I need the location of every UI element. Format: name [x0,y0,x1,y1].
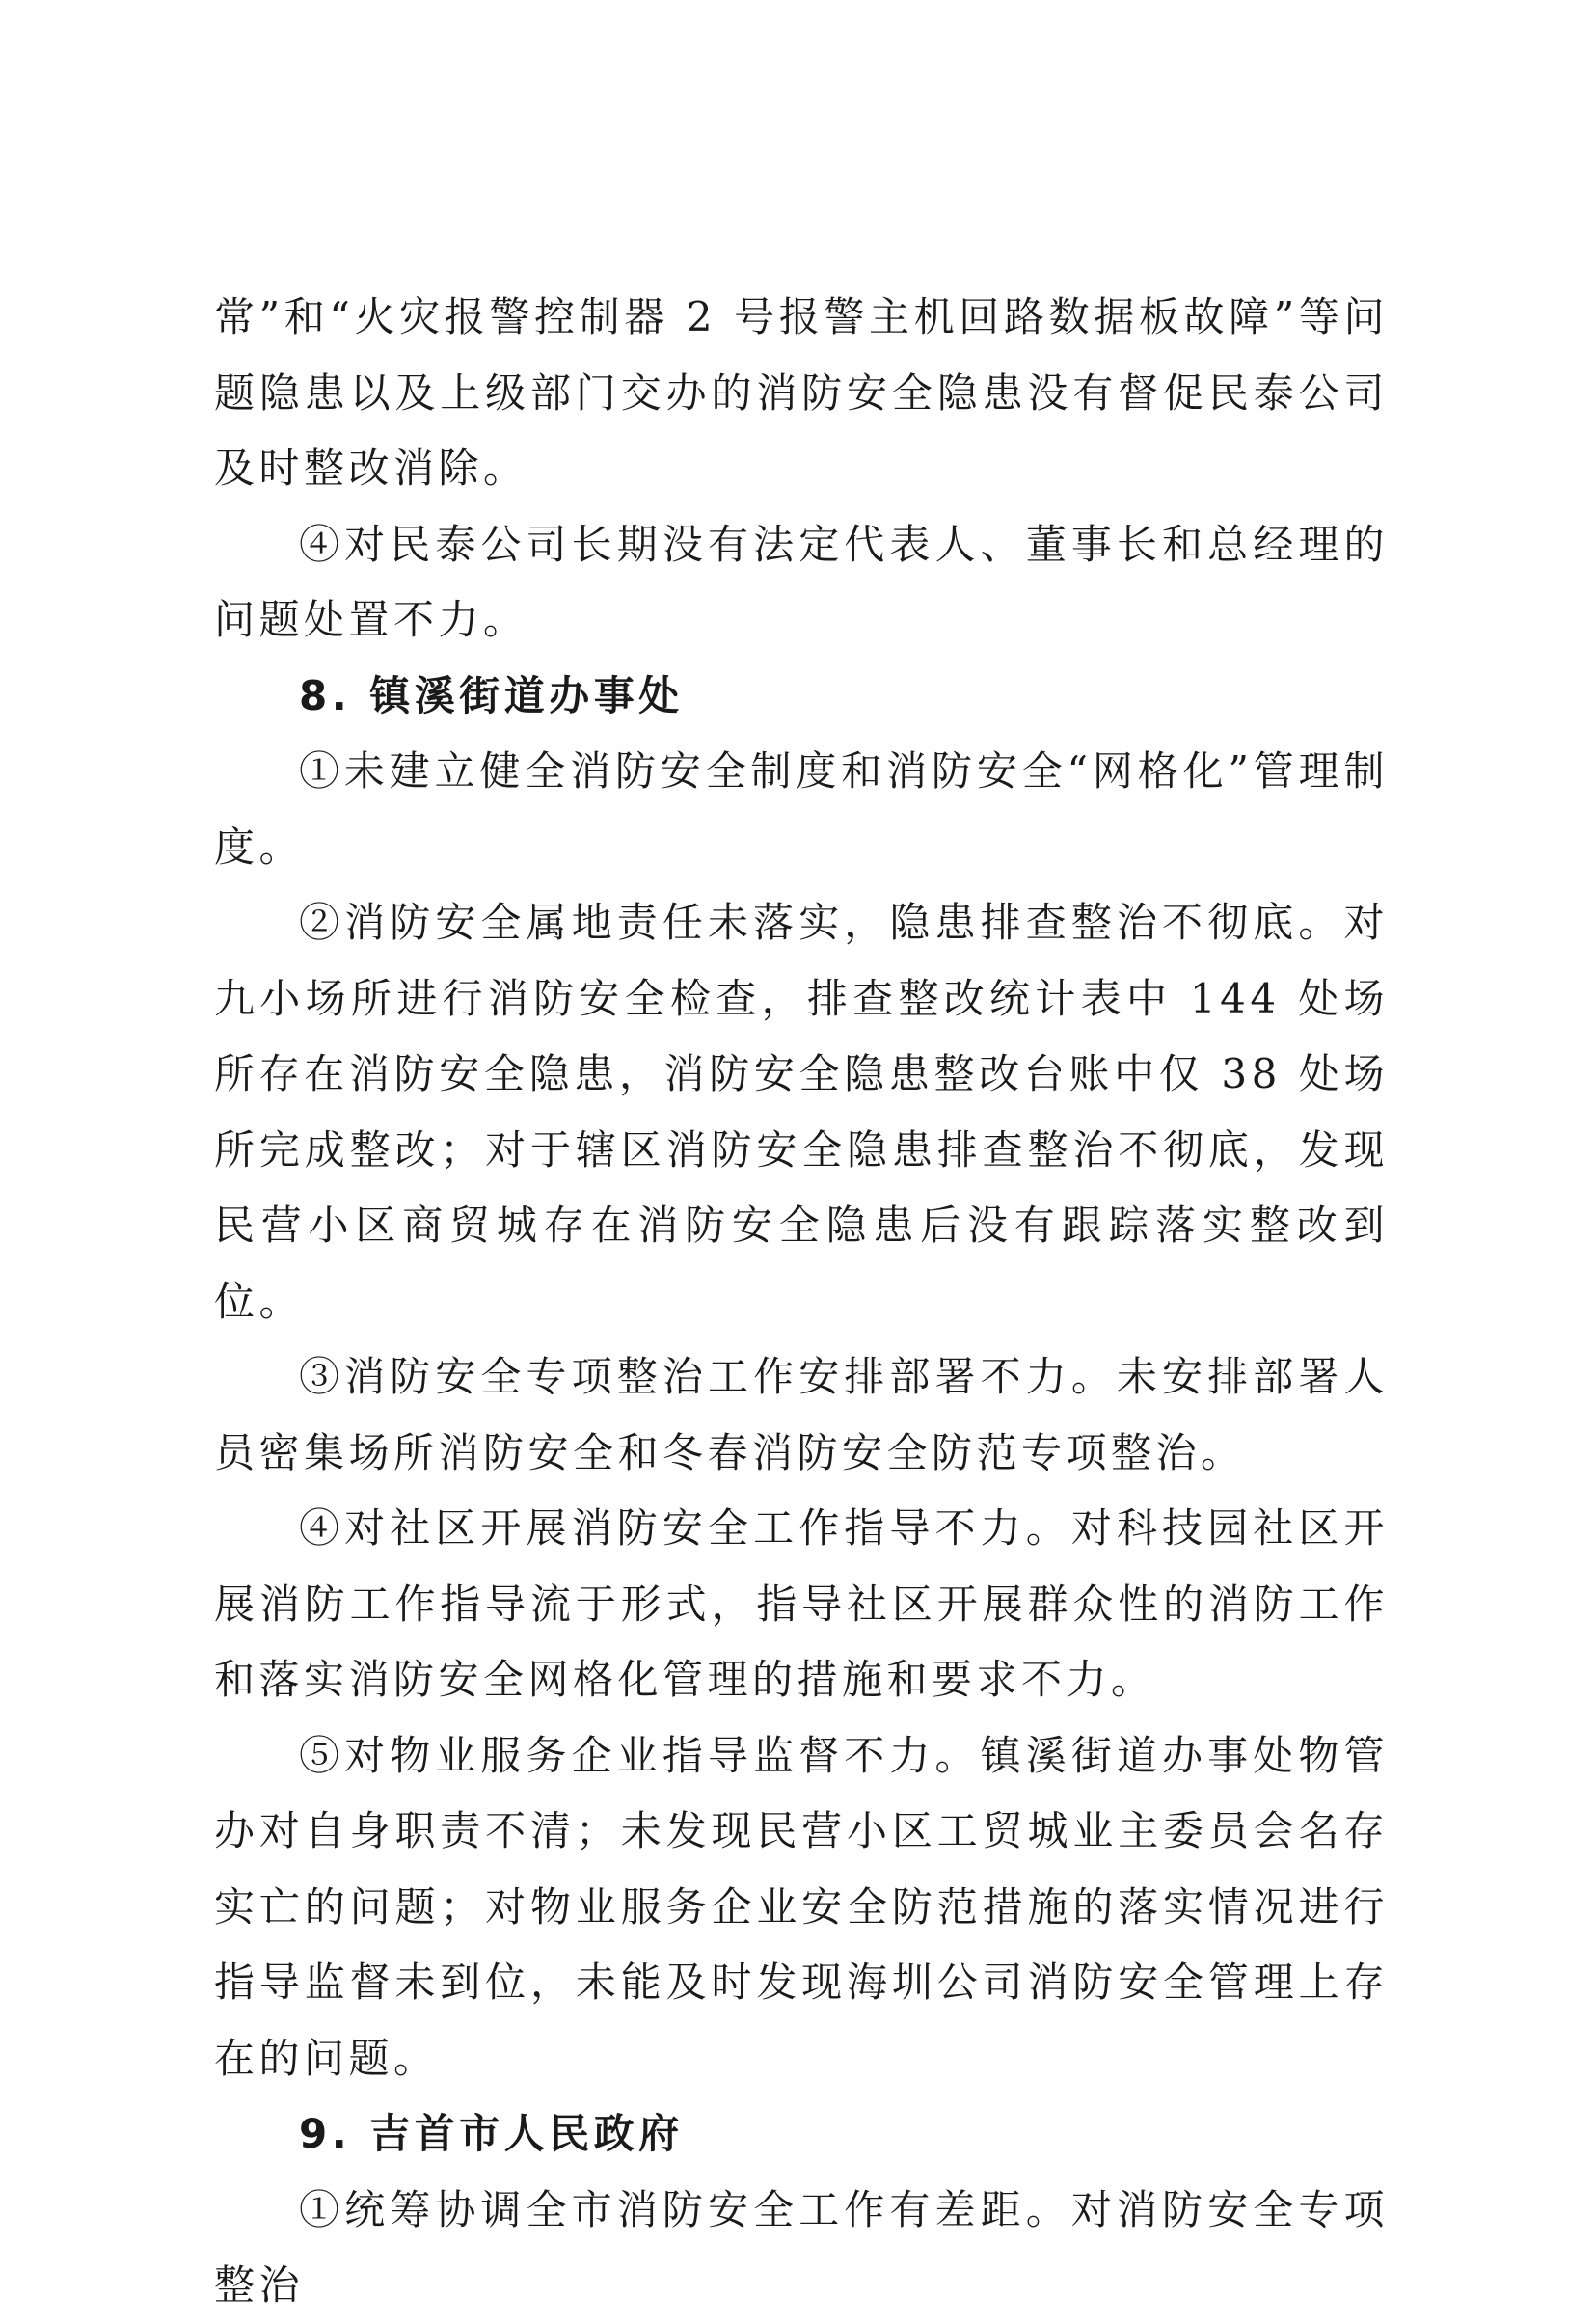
section-heading: 9. 吉首市人民政府 [299,2110,684,2157]
paragraph: ④对民泰公司长期没有法定代表人、董事长和总经理的问题处置不力。 [214,520,1389,643]
paragraph-continuation: 常”和“火灾报警控制器 2 号报警主机回路数据板故障”等问题隐患以及上级部门交办的消防安全隐患没有督促民泰公司及时整改消除。 [214,293,1389,492]
section-heading: 8. 镇溪街道办事处 [299,671,684,719]
paragraph: ①统筹协调全市消防安全工作有差距。对消防安全专项整治 [214,2185,1389,2309]
document-body [214,280,1389,2324]
paragraph: ③消防安全专项整治工作安排部署不力。未安排部署人员密集场所消防安全和冬春消防安全防范专项整治。 [214,1353,1389,1476]
paragraph: ①未建立健全消防安全制度和消防安全“网格化”管理制度。 [214,747,1389,871]
paragraph: ⑤对物业服务企业指导监督不力。镇溪街道办事处物管办对自身职责不清；未发现民营小区工贸城业主委员会名存实亡的问题；对物业服务企业安全防范措施的落实情况进行指导监督未到位，未能及时发现海圳公司消防安全管理上存在的问题。 [214,1731,1389,2082]
paragraph: ④对社区开展消防安全工作指导不力。对科技园社区开展消防工作指导流于形式，指导社区开展群众性的消防工作和落实消防安全网格化管理的措施和要求不力。 [214,1504,1389,1703]
paragraph: ②消防安全属地责任未落实，隐患排查整治不彻底。对九小场所进行消防安全检查，排查整改统计表中 144 处场所存在消防安全隐患，消防安全隐患整改台账中仅 38 处场所完成整改；对于辖区消防安全隐患排查整治不彻底，发现民营小区商贸城存在消防安全隐患后没有跟踪落实整改到位。 [214,899,1389,1325]
